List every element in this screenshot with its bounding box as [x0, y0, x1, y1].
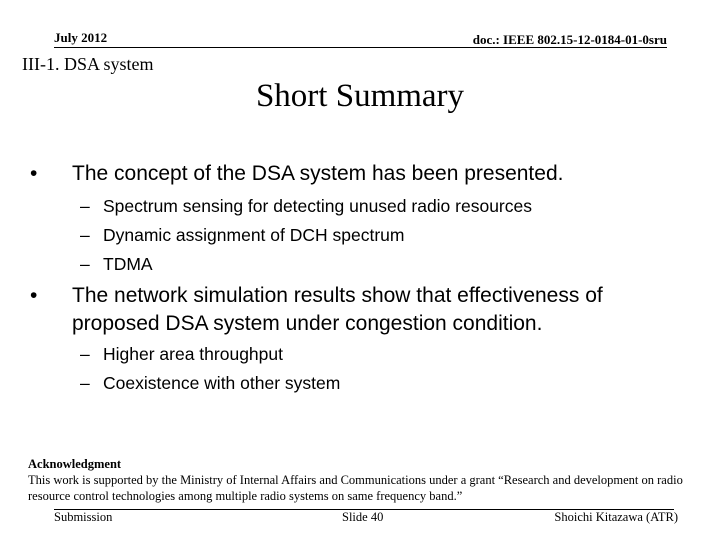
sub-item-text: Dynamic assignment of DCH spectrum [103, 225, 405, 245]
dash-glyph: – [80, 344, 90, 364]
sub-item [80, 192, 532, 221]
header-divider [54, 47, 667, 48]
footer-slide-number: Slide 40 [342, 510, 384, 524]
dash-glyph: – [80, 225, 90, 245]
acknowledgment-body: This work is supported by the Ministry of Internal Affairs and Communications under a grant “Research and development on radio resource control technologies among multiple radio systems on same frequency band.” [28, 473, 683, 503]
sub-item [80, 250, 532, 279]
sub-item-text: Spectrum sensing for detecting unused radio resources [103, 196, 532, 216]
sub-item [80, 369, 340, 398]
bullet-glyph: • [30, 284, 38, 307]
sub-item-text: Higher area throughput [103, 344, 283, 364]
section-label: III-1. DSA system [22, 54, 154, 74]
sub-item-text: TDMA [103, 254, 153, 274]
dash-glyph: – [80, 196, 90, 216]
sub-item [80, 340, 340, 369]
acknowledgment [28, 456, 688, 504]
header-doc-id: doc.: IEEE 802.15-12-0184-01-0sru [472, 32, 667, 47]
bullet-text: The concept of the DSA system has been presented. [72, 162, 564, 185]
sub-list [80, 340, 340, 398]
acknowledgment-title: Acknowledgment [28, 457, 122, 471]
footer-submission: Submission [54, 510, 113, 524]
sub-item [80, 221, 532, 250]
bullet-item [30, 160, 692, 188]
sub-list [80, 192, 532, 279]
sub-item-text: Coexistence with other system [103, 373, 341, 393]
slide-title: Short Summary [255, 78, 465, 114]
header-date: July 2012 [54, 30, 108, 45]
bullet-text: The network simulation results show that effectiveness of proposed DSA system under congestion condition. [72, 284, 603, 335]
footer-author: Shoichi Kitazawa (ATR) [554, 510, 678, 524]
dash-glyph: – [80, 373, 90, 393]
bullet-glyph: • [30, 162, 38, 185]
bullet-item [30, 282, 692, 338]
dash-glyph: – [80, 254, 90, 274]
